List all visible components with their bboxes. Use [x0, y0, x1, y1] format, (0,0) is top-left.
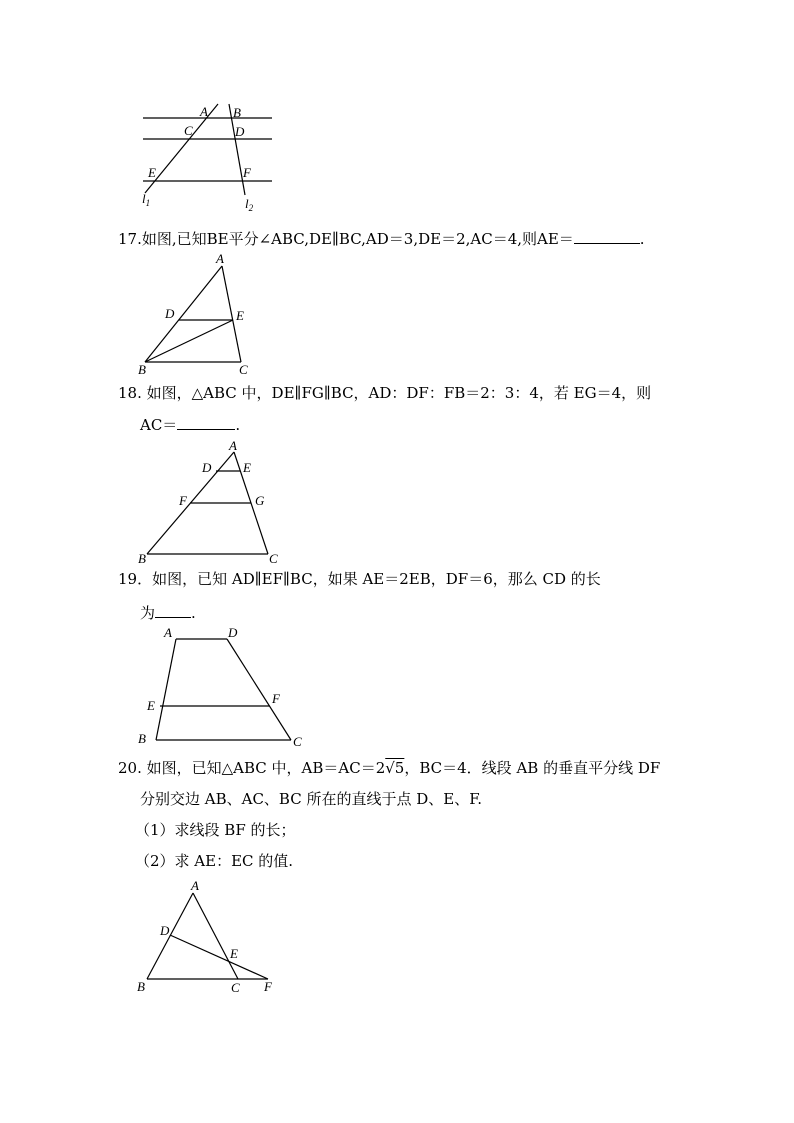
problem-20-subquestion-1: （1）求线段 BF 的长； — [135, 821, 296, 839]
q19-label-C: C — [293, 734, 302, 749]
problem-20-line2: 分别交边 AB、AC、BC 所在的直线于点 D、E、F. — [140, 790, 483, 808]
q19-label-A: A — [164, 625, 172, 640]
q18-label-E: E — [243, 460, 251, 475]
q17-label-E: E — [236, 308, 244, 323]
problem-18-prefix: AC＝ — [140, 416, 178, 434]
point-label-C: C — [184, 123, 193, 138]
q20-label-A: A — [191, 878, 199, 893]
answer-blank-17[interactable] — [574, 229, 640, 244]
problem-17-text — [118, 229, 645, 248]
problem-19-period: . — [191, 604, 196, 622]
point-label-F: F — [243, 165, 251, 180]
q18-label-D: D — [202, 460, 212, 475]
point-label-B: B — [233, 105, 241, 120]
q19-label-B: B — [138, 731, 146, 746]
problem-20-part-b: ，BC＝4．线段 AB 的垂直平分线 DF — [404, 759, 661, 777]
figure-q19 — [156, 639, 291, 740]
segment-AB — [145, 266, 222, 362]
problem-20-part-a: 20. 如图，已知△ABC 中，AB＝AC＝2 — [118, 759, 386, 777]
line-label-l2: $l_2$ — [245, 196, 254, 213]
q17-label-C: C — [239, 362, 248, 377]
point-label-D: D — [235, 124, 245, 139]
q18-label-A: A — [229, 438, 237, 453]
line-label-l1: $l_1$ — [142, 191, 151, 208]
problem-17-period: . — [639, 230, 645, 248]
q20-label-E: E — [230, 946, 238, 961]
q17-label-D: D — [165, 306, 175, 321]
q18-label-G: G — [255, 493, 265, 508]
q20-label-F: F — [264, 979, 272, 994]
problem-19-line1: 19．如图，已知 AD∥EF∥BC，如果 AE＝2EB，DF＝6，那么 CD 的长 — [118, 570, 601, 588]
segment-DC — [227, 639, 291, 740]
problem-19-line2 — [140, 603, 196, 622]
q17-label-A: A — [216, 251, 224, 266]
segment-BE — [145, 320, 233, 362]
problem-18-line2 — [140, 415, 240, 434]
sqrt-five: √5 — [385, 759, 405, 777]
q17-label-B: B — [138, 362, 146, 377]
answer-blank-18[interactable] — [177, 415, 235, 430]
q19-label-D: D — [228, 625, 238, 640]
figure-q17 — [145, 266, 241, 362]
problem-17-statement: 17.如图,已知BE平分∠ABC,DE∥BC,AD＝3,DE＝2,AC＝4,则AE＝ — [118, 230, 574, 248]
segment-AC — [193, 893, 238, 979]
q18-label-F: F — [179, 493, 187, 508]
problem-18-period: . — [235, 416, 241, 434]
point-label-A: A — [200, 104, 208, 119]
segment-AB — [147, 893, 193, 979]
problem-20-subquestion-2: （2）求 AE：EC 的值. — [135, 852, 294, 870]
q20-label-C: C — [231, 980, 240, 995]
point-label-E: E — [148, 165, 156, 180]
q18-label-B: B — [138, 551, 146, 566]
q20-label-B: B — [137, 979, 145, 994]
segment-AB — [156, 639, 176, 740]
q20-label-D: D — [160, 923, 170, 938]
problem-19-prefix: 为 — [140, 604, 156, 622]
problem-18-line1: 18. 如图，△ABC 中，DE∥FG∥BC，AD：DF：FB＝2：3：4，若 EG＝4，则 — [118, 384, 652, 402]
q19-label-F: F — [272, 691, 280, 706]
problem-20-line1 — [118, 759, 660, 777]
answer-blank-19[interactable] — [155, 603, 191, 618]
q18-label-C: C — [269, 551, 278, 566]
q19-label-E: E — [147, 698, 155, 713]
